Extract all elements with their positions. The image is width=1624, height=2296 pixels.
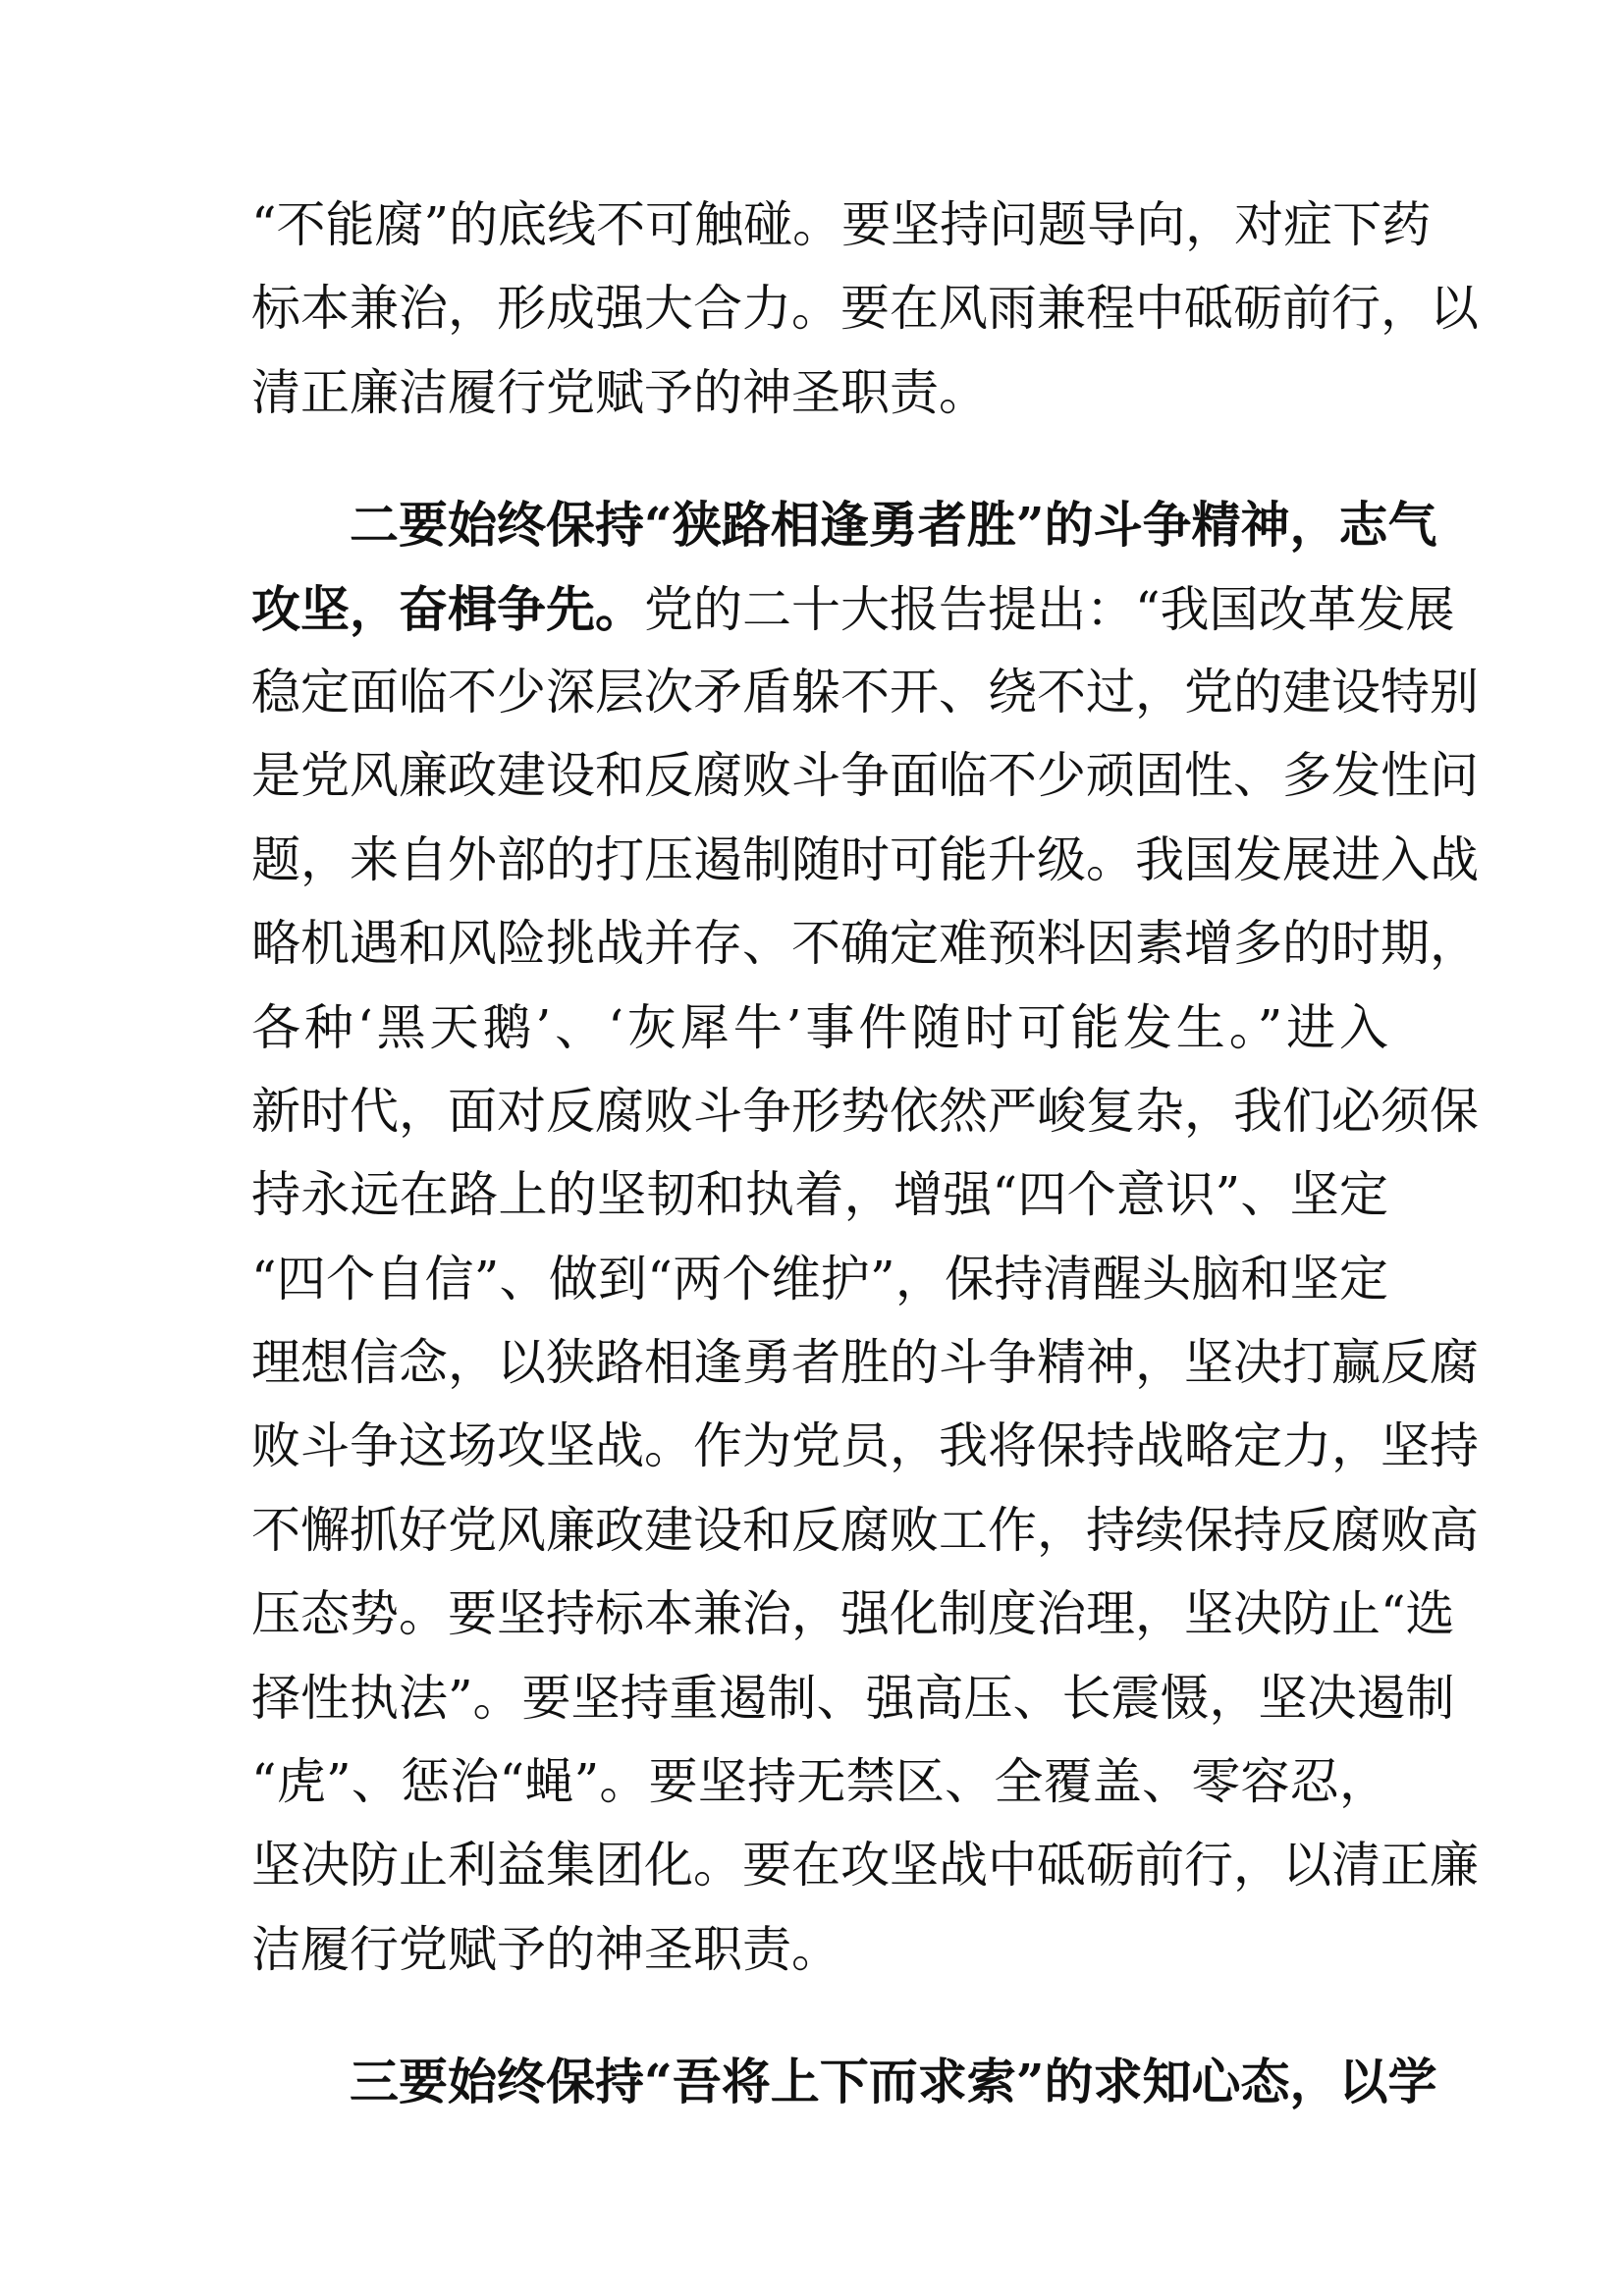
text-line: 坚决防止利益集团化。要在攻坚战中砥砺前行，以清正廉 — [251, 1837, 1479, 1895]
text-line: 持永远在路上的坚韧和执着，增强“四个意识”、坚定 — [251, 1166, 1388, 1224]
text-line: 新时代，面对反腐败斗争形势依然严峻复杂，我们必须保 — [251, 1082, 1479, 1140]
paragraph-2 — [251, 483, 1479, 1992]
text-line: “四个自信”、做到“两个维护”，保持清醒头脑和坚定 — [251, 1250, 1388, 1308]
section-heading-line: 三要始终保持“吾将上下而求索”的求知心态，以学 — [350, 2053, 1437, 2111]
text-line: 不懈抓好党风廉政建设和反腐败工作，持续保持反腐败高 — [251, 1501, 1479, 1559]
section-heading-tail: 攻坚，奋楫争先。 — [251, 579, 644, 638]
text-line: 理想信念，以狭路相逢勇者胜的斗争精神，坚决打赢反腐 — [251, 1334, 1479, 1392]
text-line: 败斗争这场攻坚战。作为党员，我将保持战略定力，坚持 — [251, 1417, 1479, 1475]
text-line: 题，来自外部的打压遏制随时可能升级。我国发展进入战 — [251, 830, 1479, 888]
section-heading-line: 二要始终保持“狭路相逢勇者胜”的斗争精神，志气 — [350, 496, 1437, 555]
paragraph-1 — [251, 184, 1479, 435]
text-line: 各种‘黑天鹅’、‘灰犀牛’事件随时可能发生。”进入 — [251, 998, 1388, 1056]
text-line: 清正廉洁履行党赋予的神圣职责。 — [251, 363, 988, 421]
text-line: 压态势。要坚持标本兼治，强化制度治理，坚决防止“选 — [251, 1585, 1455, 1643]
text-line: 标本兼治，形成强大合力。要在风雨兼程中砥砺前行，以 — [251, 280, 1479, 338]
document-page — [251, 184, 1479, 2172]
text-line: “虎”、惩治“蝇”。要坚持无禁区、全覆盖、零容忍， — [251, 1753, 1388, 1811]
text-line: 略机遇和风险挑战并存、不确定难预料因素增多的时期， — [251, 915, 1479, 973]
text-line: 洁履行党赋予的神圣职责。 — [251, 1920, 840, 1978]
text-line — [251, 567, 1455, 651]
text-fragment: 党的二十大报告提出：“我国改革发展 — [644, 580, 1455, 638]
text-line: 稳定面临不少深层次矛盾躲不开、绕不过，党的建设特别 — [251, 663, 1479, 721]
text-line: “不能腐”的底线不可触碰。要坚持问题导向，对症下药 — [251, 196, 1432, 253]
text-line: 择性执法”。要坚持重遏制、强高压、长震慑，坚决遏制 — [251, 1669, 1455, 1727]
text-line: 是党风廉政建设和反腐败斗争面临不少顽固性、多发性问 — [251, 747, 1479, 805]
paragraph-3 — [251, 2040, 1437, 2123]
